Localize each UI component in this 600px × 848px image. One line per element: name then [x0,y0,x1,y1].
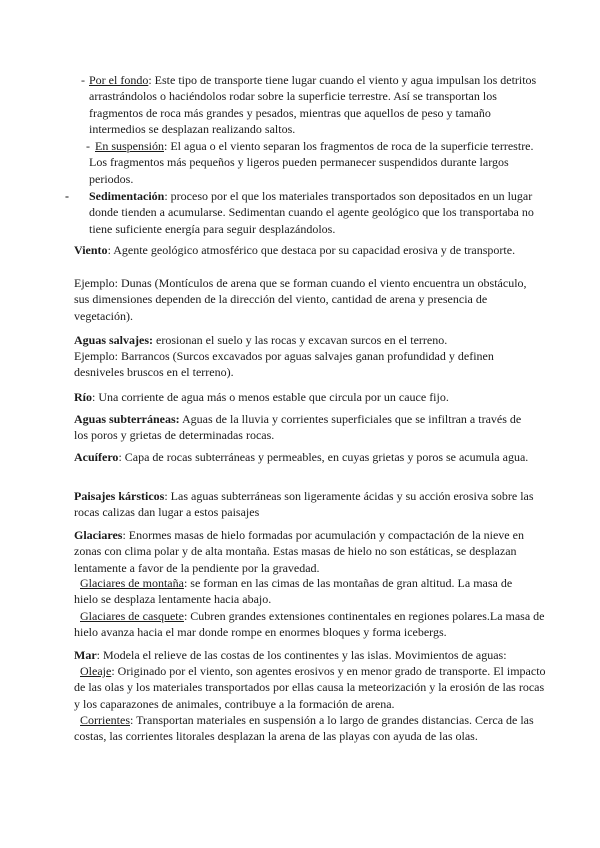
paragraph-en-suspension [89,138,547,187]
term-oleaje: Oleaje [80,664,112,678]
term-glaciares-montana: Glaciares de montaña [80,576,184,590]
text-sedimentacion: : proceso por el que los materiales transportados son depositados en un lugar donde tienden a acumularse. Sedimentan cuando el agente geológico que los transportaba no tiene suficiente energía para seguir desplazándolos. [89,189,534,236]
paragraph-aguas-subterraneas [74,411,536,444]
paragraph-oleaje [74,663,550,712]
text-mar: : Modela el relieve de las costas de los continentes y las islas. Movimientos de aguas: [96,648,507,662]
text-aguas-salvajes-ejemplo: Ejemplo: Barrancos (Surcos excavados por aguas salvajes ganan profundidad y definen desniveles bruscos en el terreno). [74,349,494,380]
bullet-marker: - [65,189,69,203]
text-acuifero: : Capa de rocas subterráneas y permeables, en cuyas grietas y poros se acumula agua. [118,450,529,464]
term-por-el-fondo: Por el fondo [89,73,149,87]
paragraph-corrientes [74,712,552,745]
paragraph-glaciares [74,527,536,576]
paragraph-acuifero [74,449,536,465]
text-glaciares: : Enormes masas de hielo formadas por acumulación y compactación de la nieve en zonas con clima polar y de alta montaña. Estas masas de hielo no son estáticas, se desplazan lentamente a favor de la pendiente por la gravedad. [74,528,524,575]
term-viento: Viento [74,243,108,257]
text-en-suspension: : El agua o el viento separan los fragmentos de roca de la superficie terrestre. Los fragmentos más pequeños y ligeros pueden permanecer suspendidos durante largos periodos. [89,139,534,186]
term-glaciares-casquete: Glaciares de casquete [80,609,184,623]
dash-marker: - [86,139,90,153]
term-glaciares: Glaciares [74,528,123,542]
text-glaciares-montana: : se forman en las cimas de las montañas de gran altitud. La masa de hielo se desplaza lentamente hacia abajo. [74,576,513,607]
paragraph-aguas-salvajes [74,332,554,348]
paragraph-mar [74,647,552,663]
text-corrientes: : Transportan materiales en suspensión a lo largo de grandes distancias. Cerca de las costas, las corrientes litorales desplazan la arena de las playas con ayuda de las olas. [74,713,534,744]
paragraph-viento [74,242,534,258]
term-acuifero: Acuífero [74,450,119,464]
text-viento: : Agente geológico atmosférico que destaca por su capacidad erosiva y de transporte. [107,243,516,257]
text-glaciares-casquete: : Cubren grandes extensiones continentales en regiones polares.La masa de hielo avanza hacia el mar donde rompe en enormes bloques y forma icebergs. [74,609,545,640]
paragraph-por-el-fondo [89,72,549,137]
term-sedimentacion: Sedimentación [89,189,165,203]
term-paisajes-karsticos: Paisajes kársticos [74,489,165,503]
paragraph-sedimentacion [89,188,551,237]
paragraph-paisajes-karsticos [74,488,534,521]
term-aguas-salvajes: Aguas salvajes: [74,333,154,347]
paragraph-glaciares-montana [74,575,536,608]
text-rio: : Una corriente de agua más o menos estable que circula por un cauce fijo. [92,390,449,404]
term-corrientes: Corrientes [80,713,130,727]
text-aguas-subterraneas: Aguas de la lluvia y corrientes superficiales que se infiltran a través de los poros y grietas de determinadas rocas. [74,412,522,443]
term-aguas-subterraneas: Aguas subterráneas: [74,412,180,426]
dash-marker: - [81,73,85,87]
paragraph-viento-ejemplo [74,275,534,324]
paragraph-rio [74,389,554,405]
paragraph-aguas-salvajes-ejemplo [74,348,534,381]
paragraph-glaciares-casquete [74,608,554,641]
text-aguas-salvajes: erosionan el suelo y las rocas y excavan surcos en el terreno. [153,333,448,347]
term-rio: Río [74,390,92,404]
term-en-suspension: En suspensión [95,139,164,153]
text-por-el-fondo: : Este tipo de transporte tiene lugar cuando el viento y agua impulsan los detritos arrastrándolos o haciéndolos rodar sobre la superficie terrestre. Así se transportan los fragmentos de roca más grandes y pesados, mientras que aquellos de peso y tamaño intermedios se desplazan realizando saltos. [89,73,537,136]
text-paisajes-karsticos: : Las aguas subterráneas son ligeramente ácidas y su acción erosiva sobre las rocas calizas dan lugar a estos paisajes [74,489,534,520]
term-mar: Mar [74,648,97,662]
text-viento-ejemplo: Ejemplo: Dunas (Montículos de arena que se forman cuando el viento encuentra un obstáculo, sus dimensiones dependen de la dirección del viento, cantidad de arena y presencia de vegetación). [74,276,527,323]
text-oleaje: : Originado por el viento, son agentes erosivos y en menor grado de transporte. El impacto de las olas y los materiales transportados por ellas causa la meteorización y la erosión de las rocas y los caparazones de animales, contribuye a la formación de arena. [74,664,546,711]
